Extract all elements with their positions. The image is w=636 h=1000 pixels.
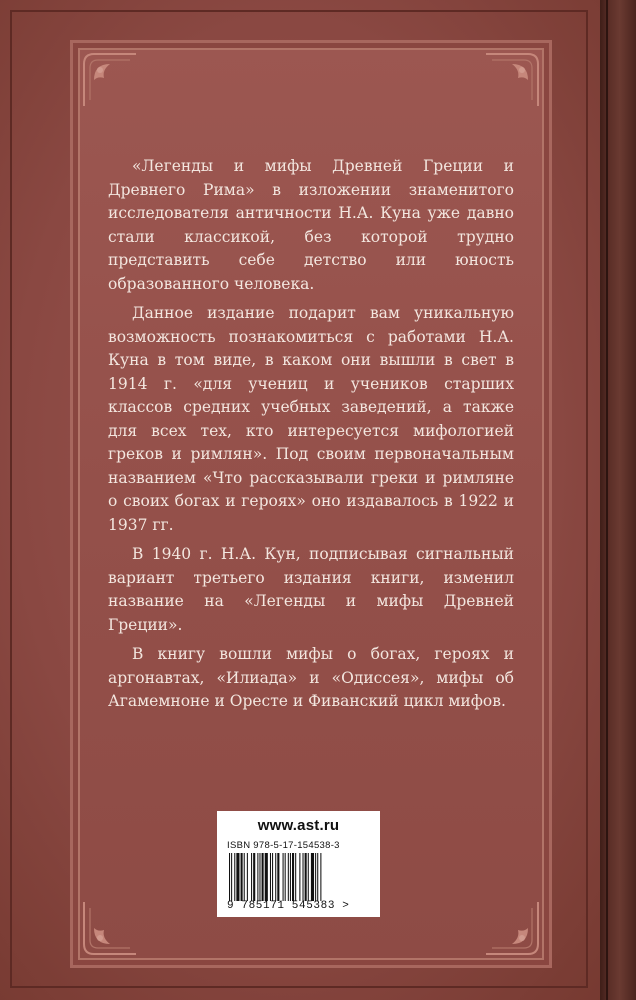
annotation-paragraph: «Легенды и мифы Древней Греции и Древнего Рима» в изложении знаменитого исследователя античности Н.А. Куна уже давно стали классикой, без которой трудно представить себе детство или юность образованного человека. (108, 157, 514, 293)
annotation-paragraph: В 1940 г. Н.А. Кун, подписывая сигнальный вариант третьего издания книги, изменил название на «Легенды и мифы Древней Греции». (108, 545, 514, 634)
publisher-site: www.ast.ru (257, 817, 340, 834)
corner-ornament-icon (482, 898, 542, 958)
corner-ornament-icon (80, 898, 140, 958)
corner-ornament-icon (80, 50, 140, 110)
spine-edge (606, 0, 608, 1000)
corner-ornament-icon (482, 50, 542, 110)
annotation-paragraph: Данное издание подарит вам уникальную возможность познакомиться с работами Н.А. Куна в том виде, в каком они вышли в свет в 1914 г. «для учениц и учеников старших классов средних учебных заведений, а также для всех тех, кто интересуется мифологией греков и римлян». Под своим первоначальным названием «Что рассказывали греки и римляне о своих богах и героях» оно издавалось в 1922 и 1937 гг. (108, 304, 514, 534)
annotation-paragraph: В книгу вошли мифы о богах, героях и аргонавтах, «Илиада» и «Одиссея», мифы об Агамемноне и Оресте и Фиванский цикл мифов. (108, 645, 514, 710)
barcode-icon (227, 853, 370, 901)
barcode-label (217, 811, 380, 917)
annotation-text (108, 155, 514, 720)
isbn-number: ISBN 978-5-17-154538-3 (227, 840, 340, 851)
barcode-digits: 9 785171 545383 > (227, 900, 350, 912)
